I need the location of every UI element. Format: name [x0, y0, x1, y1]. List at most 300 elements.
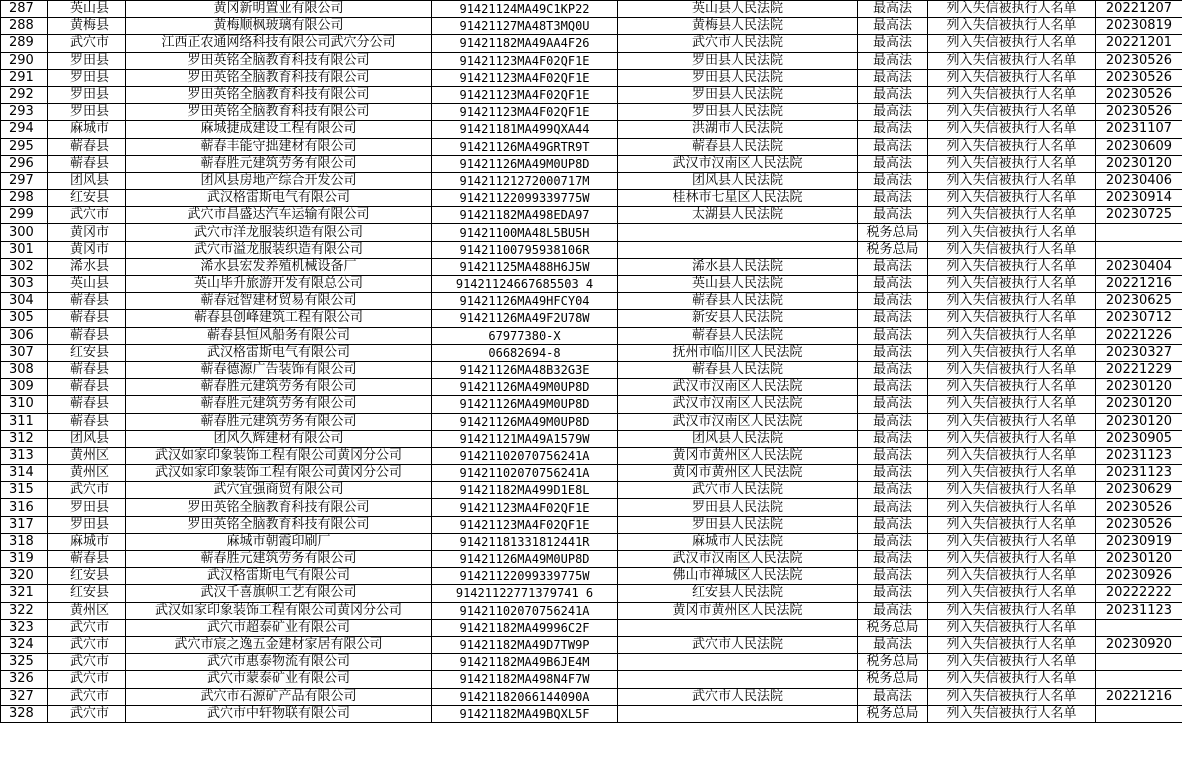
row-number-cell[interactable]: 288	[1, 18, 48, 35]
status-cell[interactable]: 列入失信被执行人名单	[928, 241, 1096, 258]
status-cell[interactable]: 列入失信被执行人名单	[928, 276, 1096, 293]
source-cell[interactable]: 最高法	[858, 69, 928, 86]
credit-code-cell[interactable]: 91421124667685503 4	[432, 276, 618, 293]
credit-code-cell[interactable]: 06682694-8	[432, 344, 618, 361]
date-cell[interactable]: 20230914	[1096, 190, 1182, 207]
company-name-cell[interactable]: 武穴市洋龙服装织造有限公司	[126, 224, 432, 241]
date-cell[interactable]: 20230404	[1096, 258, 1182, 275]
date-cell[interactable]: 20230120	[1096, 379, 1182, 396]
source-cell[interactable]: 最高法	[858, 344, 928, 361]
company-name-cell[interactable]: 罗田英铭全脑教育科技有限公司	[126, 104, 432, 121]
status-cell[interactable]: 列入失信被执行人名单	[928, 327, 1096, 344]
region-cell[interactable]: 武穴市	[48, 482, 126, 499]
credit-code-cell[interactable]: 91421123MA4F02QF1E	[432, 86, 618, 103]
date-cell[interactable]: 20230120	[1096, 155, 1182, 172]
company-name-cell[interactable]: 武汉千喜旗帜工艺有限公司	[126, 585, 432, 602]
row-number-cell[interactable]: 302	[1, 258, 48, 275]
source-cell[interactable]: 最高法	[858, 688, 928, 705]
court-cell[interactable]: 武穴市人民法院	[618, 688, 858, 705]
company-name-cell[interactable]: 蕲春县创峰建筑工程有限公司	[126, 310, 432, 327]
region-cell[interactable]: 团风县	[48, 172, 126, 189]
status-cell[interactable]: 列入失信被执行人名单	[928, 190, 1096, 207]
date-cell[interactable]: 20230120	[1096, 396, 1182, 413]
region-cell[interactable]: 黄梅县	[48, 18, 126, 35]
row-number-cell[interactable]: 314	[1, 465, 48, 482]
region-cell[interactable]: 麻城市	[48, 121, 126, 138]
source-cell[interactable]: 税务总局	[858, 224, 928, 241]
region-cell[interactable]: 蕲春县	[48, 413, 126, 430]
date-cell[interactable]	[1096, 224, 1182, 241]
date-cell[interactable]: 20230919	[1096, 533, 1182, 550]
status-cell[interactable]: 列入失信被执行人名单	[928, 654, 1096, 671]
source-cell[interactable]: 税务总局	[858, 619, 928, 636]
credit-code-cell[interactable]: 91421122771379741 6	[432, 585, 618, 602]
date-cell[interactable]: 20230920	[1096, 636, 1182, 653]
credit-code-cell[interactable]: 91421123MA4F02QF1E	[432, 69, 618, 86]
company-name-cell[interactable]: 蕲春德源广告装饰有限公司	[126, 361, 432, 378]
row-number-cell[interactable]: 328	[1, 705, 48, 722]
row-number-cell[interactable]: 297	[1, 172, 48, 189]
credit-code-cell[interactable]: 91421125MA488H6J5W	[432, 258, 618, 275]
region-cell[interactable]: 罗田县	[48, 86, 126, 103]
region-cell[interactable]: 蕲春县	[48, 293, 126, 310]
company-name-cell[interactable]: 武汉格雷斯电气有限公司	[126, 344, 432, 361]
source-cell[interactable]: 最高法	[858, 104, 928, 121]
credit-code-cell[interactable]: 91421126MA49M0UP8D	[432, 155, 618, 172]
company-name-cell[interactable]: 蕲春胜元建筑劳务有限公司	[126, 413, 432, 430]
court-cell[interactable]: 蕲春县人民法院	[618, 327, 858, 344]
credit-code-cell[interactable]: 91421182MA498N4F7W	[432, 671, 618, 688]
region-cell[interactable]: 蕲春县	[48, 396, 126, 413]
status-cell[interactable]: 列入失信被执行人名单	[928, 52, 1096, 69]
region-cell[interactable]: 红安县	[48, 190, 126, 207]
credit-code-cell[interactable]: 91421182MA49B6JE4M	[432, 654, 618, 671]
source-cell[interactable]: 最高法	[858, 258, 928, 275]
region-cell[interactable]: 武穴市	[48, 636, 126, 653]
credit-code-cell[interactable]: 91421182MA499D1E8L	[432, 482, 618, 499]
court-cell[interactable]	[618, 241, 858, 258]
court-cell[interactable]	[618, 619, 858, 636]
company-name-cell[interactable]: 麻城市朝霞印刷厂	[126, 533, 432, 550]
court-cell[interactable]	[618, 224, 858, 241]
row-number-cell[interactable]: 324	[1, 636, 48, 653]
credit-code-cell[interactable]: 91421123MA4F02QF1E	[432, 499, 618, 516]
credit-code-cell[interactable]: 91421126MA49M0UP8D	[432, 551, 618, 568]
court-cell[interactable]: 洪湖市人民法院	[618, 121, 858, 138]
court-cell[interactable]: 黄冈市黄州区人民法院	[618, 602, 858, 619]
credit-code-cell[interactable]: 91421127MA48T3MQ0U	[432, 18, 618, 35]
source-cell[interactable]: 最高法	[858, 585, 928, 602]
company-name-cell[interactable]: 罗田英铭全脑教育科技有限公司	[126, 52, 432, 69]
region-cell[interactable]: 蕲春县	[48, 310, 126, 327]
company-name-cell[interactable]: 罗田英铭全脑教育科技有限公司	[126, 499, 432, 516]
company-name-cell[interactable]: 罗田英铭全脑教育科技有限公司	[126, 516, 432, 533]
row-number-cell[interactable]: 293	[1, 104, 48, 121]
region-cell[interactable]: 罗田县	[48, 52, 126, 69]
region-cell[interactable]: 蕲春县	[48, 551, 126, 568]
company-name-cell[interactable]: 武穴市惠泰物流有限公司	[126, 654, 432, 671]
date-cell[interactable]	[1096, 671, 1182, 688]
status-cell[interactable]: 列入失信被执行人名单	[928, 705, 1096, 722]
court-cell[interactable]: 黄梅县人民法院	[618, 18, 858, 35]
credit-code-cell[interactable]: 91421102070756241A	[432, 447, 618, 464]
source-cell[interactable]: 最高法	[858, 499, 928, 516]
source-cell[interactable]: 最高法	[858, 413, 928, 430]
row-number-cell[interactable]: 291	[1, 69, 48, 86]
date-cell[interactable]: 20230526	[1096, 52, 1182, 69]
date-cell[interactable]: 20230725	[1096, 207, 1182, 224]
company-name-cell[interactable]: 武汉如家印象装饰工程有限公司黄冈分公司	[126, 465, 432, 482]
region-cell[interactable]: 蕲春县	[48, 361, 126, 378]
source-cell[interactable]: 最高法	[858, 551, 928, 568]
status-cell[interactable]: 列入失信被执行人名单	[928, 465, 1096, 482]
status-cell[interactable]: 列入失信被执行人名单	[928, 207, 1096, 224]
status-cell[interactable]: 列入失信被执行人名单	[928, 18, 1096, 35]
date-cell[interactable]: 20230609	[1096, 138, 1182, 155]
company-name-cell[interactable]: 武穴市蒙泰矿业有限公司	[126, 671, 432, 688]
court-cell[interactable]: 黄冈市黄州区人民法院	[618, 465, 858, 482]
company-name-cell[interactable]: 武汉如家印象装饰工程有限公司黄冈分公司	[126, 447, 432, 464]
source-cell[interactable]: 最高法	[858, 172, 928, 189]
status-cell[interactable]: 列入失信被执行人名单	[928, 293, 1096, 310]
region-cell[interactable]: 浠水县	[48, 258, 126, 275]
source-cell[interactable]: 最高法	[858, 18, 928, 35]
credit-code-cell[interactable]: 91421122099339775W	[432, 568, 618, 585]
credit-code-cell[interactable]: 91421100795938106R	[432, 241, 618, 258]
row-number-cell[interactable]: 301	[1, 241, 48, 258]
status-cell[interactable]: 列入失信被执行人名单	[928, 1, 1096, 18]
date-cell[interactable]: 20230526	[1096, 516, 1182, 533]
company-name-cell[interactable]: 蕲春胜元建筑劳务有限公司	[126, 551, 432, 568]
status-cell[interactable]: 列入失信被执行人名单	[928, 568, 1096, 585]
credit-code-cell[interactable]: 91421182MA49AA4F26	[432, 35, 618, 52]
company-name-cell[interactable]: 英山毕升旅游开发有限总公司	[126, 276, 432, 293]
company-name-cell[interactable]: 武穴市溢龙服装织造有限公司	[126, 241, 432, 258]
status-cell[interactable]: 列入失信被执行人名单	[928, 379, 1096, 396]
row-number-cell[interactable]: 321	[1, 585, 48, 602]
court-cell[interactable]: 武穴市人民法院	[618, 35, 858, 52]
status-cell[interactable]: 列入失信被执行人名单	[928, 396, 1096, 413]
row-number-cell[interactable]: 305	[1, 310, 48, 327]
status-cell[interactable]: 列入失信被执行人名单	[928, 172, 1096, 189]
court-cell[interactable]: 浠水县人民法院	[618, 258, 858, 275]
row-number-cell[interactable]: 315	[1, 482, 48, 499]
row-number-cell[interactable]: 294	[1, 121, 48, 138]
row-number-cell[interactable]: 320	[1, 568, 48, 585]
region-cell[interactable]: 红安县	[48, 585, 126, 602]
row-number-cell[interactable]: 298	[1, 190, 48, 207]
court-cell[interactable]: 新安县人民法院	[618, 310, 858, 327]
company-name-cell[interactable]: 武汉格雷斯电气有限公司	[126, 190, 432, 207]
court-cell[interactable]: 抚州市临川区人民法院	[618, 344, 858, 361]
date-cell[interactable]: 20231107	[1096, 121, 1182, 138]
source-cell[interactable]: 最高法	[858, 293, 928, 310]
court-cell[interactable]: 武汉市汉南区人民法院	[618, 413, 858, 430]
status-cell[interactable]: 列入失信被执行人名单	[928, 533, 1096, 550]
date-cell[interactable]: 20231123	[1096, 602, 1182, 619]
court-cell[interactable]: 武汉市汉南区人民法院	[618, 396, 858, 413]
court-cell[interactable]: 黄冈市黄州区人民法院	[618, 447, 858, 464]
row-number-cell[interactable]: 295	[1, 138, 48, 155]
court-cell[interactable]: 武汉市汉南区人民法院	[618, 379, 858, 396]
court-cell[interactable]: 团风县人民法院	[618, 430, 858, 447]
court-cell[interactable]: 罗田县人民法院	[618, 516, 858, 533]
company-name-cell[interactable]: 武穴市超泰矿业有限公司	[126, 619, 432, 636]
row-number-cell[interactable]: 292	[1, 86, 48, 103]
court-cell[interactable]: 英山县人民法院	[618, 276, 858, 293]
status-cell[interactable]: 列入失信被执行人名单	[928, 671, 1096, 688]
status-cell[interactable]: 列入失信被执行人名单	[928, 121, 1096, 138]
row-number-cell[interactable]: 296	[1, 155, 48, 172]
credit-code-cell[interactable]: 91421126MA49M0UP8D	[432, 379, 618, 396]
status-cell[interactable]: 列入失信被执行人名单	[928, 69, 1096, 86]
credit-code-cell[interactable]: 91421100MA48L5BU5H	[432, 224, 618, 241]
credit-code-cell[interactable]: 91421102070756241A	[432, 465, 618, 482]
court-cell[interactable]: 佛山市禅城区人民法院	[618, 568, 858, 585]
status-cell[interactable]: 列入失信被执行人名单	[928, 258, 1096, 275]
source-cell[interactable]: 最高法	[858, 533, 928, 550]
company-name-cell[interactable]: 蕲春胜元建筑劳务有限公司	[126, 379, 432, 396]
region-cell[interactable]: 黄冈市	[48, 241, 126, 258]
source-cell[interactable]: 最高法	[858, 465, 928, 482]
date-cell[interactable]: 20230819	[1096, 18, 1182, 35]
date-cell[interactable]: 20230120	[1096, 413, 1182, 430]
date-cell[interactable]: 20230526	[1096, 69, 1182, 86]
company-name-cell[interactable]: 麻城捷成建设工程有限公司	[126, 121, 432, 138]
region-cell[interactable]: 武穴市	[48, 705, 126, 722]
row-number-cell[interactable]: 299	[1, 207, 48, 224]
company-name-cell[interactable]: 浠水县宏发养殖机械设备厂	[126, 258, 432, 275]
region-cell[interactable]: 黄州区	[48, 602, 126, 619]
row-number-cell[interactable]: 313	[1, 447, 48, 464]
status-cell[interactable]: 列入失信被执行人名单	[928, 619, 1096, 636]
court-cell[interactable]: 罗田县人民法院	[618, 69, 858, 86]
date-cell[interactable]: 20230905	[1096, 430, 1182, 447]
status-cell[interactable]: 列入失信被执行人名单	[928, 344, 1096, 361]
status-cell[interactable]: 列入失信被执行人名单	[928, 551, 1096, 568]
credit-code-cell[interactable]: 91421182MA49D7TW9P	[432, 636, 618, 653]
region-cell[interactable]: 黄冈市	[48, 224, 126, 241]
source-cell[interactable]: 税务总局	[858, 705, 928, 722]
source-cell[interactable]: 最高法	[858, 568, 928, 585]
region-cell[interactable]: 红安县	[48, 344, 126, 361]
credit-code-cell[interactable]: 91421121272000717M	[432, 172, 618, 189]
source-cell[interactable]: 最高法	[858, 327, 928, 344]
status-cell[interactable]: 列入失信被执行人名单	[928, 86, 1096, 103]
row-number-cell[interactable]: 318	[1, 533, 48, 550]
date-cell[interactable]	[1096, 619, 1182, 636]
company-name-cell[interactable]: 团风久辉建材有限公司	[126, 430, 432, 447]
company-name-cell[interactable]: 黄梅顺枫玻璃有限公司	[126, 18, 432, 35]
region-cell[interactable]: 蕲春县	[48, 138, 126, 155]
company-name-cell[interactable]: 武汉如家印象装饰工程有限公司黄冈分公司	[126, 602, 432, 619]
date-cell[interactable]: 20230526	[1096, 86, 1182, 103]
source-cell[interactable]: 最高法	[858, 1, 928, 18]
source-cell[interactable]: 最高法	[858, 310, 928, 327]
region-cell[interactable]: 武穴市	[48, 671, 126, 688]
region-cell[interactable]: 红安县	[48, 568, 126, 585]
row-number-cell[interactable]: 316	[1, 499, 48, 516]
row-number-cell[interactable]: 322	[1, 602, 48, 619]
row-number-cell[interactable]: 289	[1, 35, 48, 52]
status-cell[interactable]: 列入失信被执行人名单	[928, 516, 1096, 533]
source-cell[interactable]: 最高法	[858, 482, 928, 499]
region-cell[interactable]: 蕲春县	[48, 155, 126, 172]
credit-code-cell[interactable]: 91421102070756241A	[432, 602, 618, 619]
date-cell[interactable]: 20230526	[1096, 104, 1182, 121]
company-name-cell[interactable]: 武穴市中轩物联有限公司	[126, 705, 432, 722]
region-cell[interactable]: 罗田县	[48, 499, 126, 516]
source-cell[interactable]: 最高法	[858, 207, 928, 224]
region-cell[interactable]: 武穴市	[48, 207, 126, 224]
court-cell[interactable]: 红安县人民法院	[618, 585, 858, 602]
row-number-cell[interactable]: 326	[1, 671, 48, 688]
credit-code-cell[interactable]: 91421182MA498EDA97	[432, 207, 618, 224]
row-number-cell[interactable]: 319	[1, 551, 48, 568]
credit-code-cell[interactable]: 91421126MA49HFCY04	[432, 293, 618, 310]
credit-code-cell[interactable]: 91421126MA49M0UP8D	[432, 413, 618, 430]
source-cell[interactable]: 最高法	[858, 155, 928, 172]
source-cell[interactable]: 最高法	[858, 447, 928, 464]
status-cell[interactable]: 列入失信被执行人名单	[928, 430, 1096, 447]
region-cell[interactable]: 团风县	[48, 430, 126, 447]
company-name-cell[interactable]: 黄冈新明置业有限公司	[126, 1, 432, 18]
company-name-cell[interactable]: 武穴市宸之逸五金建材家居有限公司	[126, 636, 432, 653]
court-cell[interactable]: 罗田县人民法院	[618, 104, 858, 121]
status-cell[interactable]: 列入失信被执行人名单	[928, 35, 1096, 52]
source-cell[interactable]: 最高法	[858, 379, 928, 396]
region-cell[interactable]: 罗田县	[48, 104, 126, 121]
row-number-cell[interactable]: 303	[1, 276, 48, 293]
status-cell[interactable]: 列入失信被执行人名单	[928, 310, 1096, 327]
credit-code-cell[interactable]: 91421181331812441R	[432, 533, 618, 550]
status-cell[interactable]: 列入失信被执行人名单	[928, 447, 1096, 464]
source-cell[interactable]: 税务总局	[858, 241, 928, 258]
company-name-cell[interactable]: 武穴市石源矿产品有限公司	[126, 688, 432, 705]
source-cell[interactable]: 最高法	[858, 602, 928, 619]
date-cell[interactable]: 20230712	[1096, 310, 1182, 327]
status-cell[interactable]: 列入失信被执行人名单	[928, 636, 1096, 653]
credit-code-cell[interactable]: 91421182MA49BQXL5F	[432, 705, 618, 722]
company-name-cell[interactable]: 团风县房地产综合开发公司	[126, 172, 432, 189]
status-cell[interactable]: 列入失信被执行人名单	[928, 361, 1096, 378]
court-cell[interactable]	[618, 705, 858, 722]
region-cell[interactable]: 黄州区	[48, 465, 126, 482]
credit-code-cell[interactable]: 91421126MA49M0UP8D	[432, 396, 618, 413]
credit-code-cell[interactable]: 91421123MA4F02QF1E	[432, 516, 618, 533]
company-name-cell[interactable]: 武穴市昌盛达汽车运输有限公司	[126, 207, 432, 224]
source-cell[interactable]: 最高法	[858, 52, 928, 69]
region-cell[interactable]: 蕲春县	[48, 327, 126, 344]
source-cell[interactable]: 最高法	[858, 35, 928, 52]
status-cell[interactable]: 列入失信被执行人名单	[928, 413, 1096, 430]
date-cell[interactable]	[1096, 654, 1182, 671]
date-cell[interactable]: 20230629	[1096, 482, 1182, 499]
status-cell[interactable]: 列入失信被执行人名单	[928, 138, 1096, 155]
date-cell[interactable]: 20221201	[1096, 35, 1182, 52]
region-cell[interactable]: 黄州区	[48, 447, 126, 464]
source-cell[interactable]: 最高法	[858, 190, 928, 207]
company-name-cell[interactable]: 武穴宜强商贸有限公司	[126, 482, 432, 499]
company-name-cell[interactable]: 蕲春丰能守拙建材有限公司	[126, 138, 432, 155]
date-cell[interactable]	[1096, 705, 1182, 722]
source-cell[interactable]: 最高法	[858, 430, 928, 447]
date-cell[interactable]: 20230926	[1096, 568, 1182, 585]
company-name-cell[interactable]: 蕲春胜元建筑劳务有限公司	[126, 155, 432, 172]
company-name-cell[interactable]: 蕲春冠智建材贸易有限公司	[126, 293, 432, 310]
status-cell[interactable]: 列入失信被执行人名单	[928, 224, 1096, 241]
court-cell[interactable]: 蕲春县人民法院	[618, 293, 858, 310]
date-cell[interactable]: 20221207	[1096, 1, 1182, 18]
source-cell[interactable]: 最高法	[858, 396, 928, 413]
court-cell[interactable]: 罗田县人民法院	[618, 86, 858, 103]
status-cell[interactable]: 列入失信被执行人名单	[928, 499, 1096, 516]
region-cell[interactable]: 英山县	[48, 276, 126, 293]
date-cell[interactable]: 20230406	[1096, 172, 1182, 189]
row-number-cell[interactable]: 300	[1, 224, 48, 241]
source-cell[interactable]: 最高法	[858, 138, 928, 155]
date-cell[interactable]: 20230625	[1096, 293, 1182, 310]
credit-code-cell[interactable]: 91421182MA49996C2F	[432, 619, 618, 636]
region-cell[interactable]: 麻城市	[48, 533, 126, 550]
source-cell[interactable]: 最高法	[858, 86, 928, 103]
court-cell[interactable]: 麻城市人民法院	[618, 533, 858, 550]
row-number-cell[interactable]: 317	[1, 516, 48, 533]
credit-code-cell[interactable]: 91421122099339775W	[432, 190, 618, 207]
court-cell[interactable]: 太湖县人民法院	[618, 207, 858, 224]
row-number-cell[interactable]: 287	[1, 1, 48, 18]
date-cell[interactable]: 20231123	[1096, 465, 1182, 482]
row-number-cell[interactable]: 308	[1, 361, 48, 378]
status-cell[interactable]: 列入失信被执行人名单	[928, 482, 1096, 499]
status-cell[interactable]: 列入失信被执行人名单	[928, 104, 1096, 121]
company-name-cell[interactable]: 罗田英铭全脑教育科技有限公司	[126, 69, 432, 86]
row-number-cell[interactable]: 325	[1, 654, 48, 671]
source-cell[interactable]: 最高法	[858, 121, 928, 138]
court-cell[interactable]: 武汉市汉南区人民法院	[618, 155, 858, 172]
company-name-cell[interactable]: 蕲春胜元建筑劳务有限公司	[126, 396, 432, 413]
court-cell[interactable]: 桂林市七星区人民法院	[618, 190, 858, 207]
status-cell[interactable]: 列入失信被执行人名单	[928, 688, 1096, 705]
date-cell[interactable]: 20230526	[1096, 499, 1182, 516]
region-cell[interactable]: 罗田县	[48, 516, 126, 533]
credit-code-cell[interactable]: 91421121MA49A1579W	[432, 430, 618, 447]
court-cell[interactable]: 团风县人民法院	[618, 172, 858, 189]
region-cell[interactable]: 英山县	[48, 1, 126, 18]
credit-code-cell[interactable]: 91421181MA499QXA44	[432, 121, 618, 138]
credit-code-cell[interactable]: 91421123MA4F02QF1E	[432, 104, 618, 121]
region-cell[interactable]: 武穴市	[48, 688, 126, 705]
row-number-cell[interactable]: 310	[1, 396, 48, 413]
court-cell[interactable]: 英山县人民法院	[618, 1, 858, 18]
row-number-cell[interactable]: 311	[1, 413, 48, 430]
court-cell[interactable]: 罗田县人民法院	[618, 52, 858, 69]
row-number-cell[interactable]: 307	[1, 344, 48, 361]
court-cell[interactable]	[618, 671, 858, 688]
row-number-cell[interactable]: 309	[1, 379, 48, 396]
row-number-cell[interactable]: 323	[1, 619, 48, 636]
court-cell[interactable]: 蕲春县人民法院	[618, 361, 858, 378]
row-number-cell[interactable]: 312	[1, 430, 48, 447]
credit-code-cell[interactable]: 91421126MA48B32G3E	[432, 361, 618, 378]
company-name-cell[interactable]: 蕲春县恒风船务有限公司	[126, 327, 432, 344]
row-number-cell[interactable]: 327	[1, 688, 48, 705]
region-cell[interactable]: 武穴市	[48, 35, 126, 52]
date-cell[interactable]: 20221229	[1096, 361, 1182, 378]
court-cell[interactable]: 武穴市人民法院	[618, 482, 858, 499]
source-cell[interactable]: 最高法	[858, 516, 928, 533]
region-cell[interactable]: 蕲春县	[48, 379, 126, 396]
